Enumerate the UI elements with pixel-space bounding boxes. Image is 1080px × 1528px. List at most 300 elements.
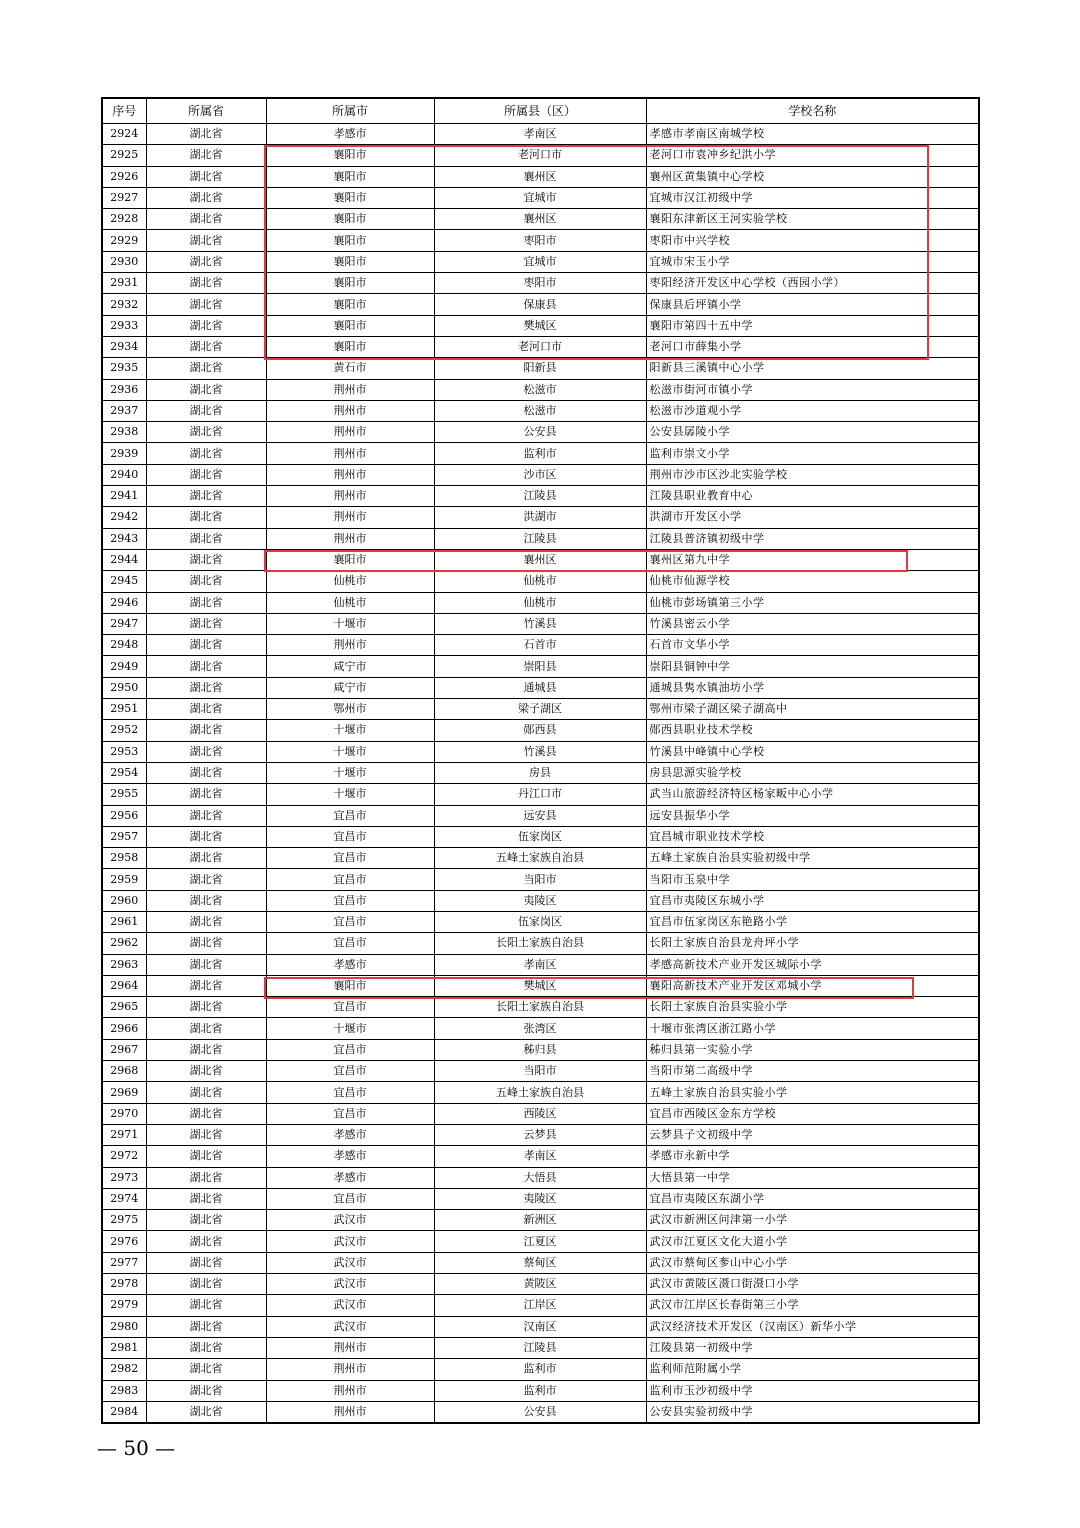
table-row	[102, 124, 979, 145]
cell-city: 襄阳市	[266, 251, 434, 272]
header-province: 所属省	[146, 98, 266, 124]
cell-school-name: 武汉市江岸区长春街第三小学	[646, 1295, 979, 1316]
cell-city: 荆州市	[266, 528, 434, 549]
cell-school-name: 阳新县三溪镇中心小学	[646, 358, 979, 379]
cell-serial: 2973	[102, 1167, 146, 1188]
header-serial: 序号	[102, 98, 146, 124]
table-row	[102, 1316, 979, 1337]
cell-serial: 2984	[102, 1401, 146, 1423]
cell-county: 大悟县	[434, 1167, 646, 1188]
table-row	[102, 1295, 979, 1316]
cell-city: 孝感市	[266, 1146, 434, 1167]
cell-province: 湖北省	[146, 273, 266, 294]
cell-school-name: 枣阳经济开发区中心学校（西园小学）	[646, 273, 979, 294]
cell-province: 湖北省	[146, 443, 266, 464]
cell-province: 湖北省	[146, 1252, 266, 1273]
cell-school-name: 当阳市玉泉中学	[646, 869, 979, 890]
cell-serial: 2958	[102, 848, 146, 869]
table-row	[102, 805, 979, 826]
cell-county: 黄陂区	[434, 1274, 646, 1295]
table-row	[102, 826, 979, 847]
cell-serial: 2955	[102, 784, 146, 805]
table-row	[102, 209, 979, 230]
cell-serial: 2981	[102, 1337, 146, 1358]
cell-province: 湖北省	[146, 230, 266, 251]
cell-county: 江岸区	[434, 1295, 646, 1316]
cell-county: 梁子湖区	[434, 699, 646, 720]
table-row	[102, 294, 979, 315]
cell-city: 荆州市	[266, 464, 434, 485]
cell-school-name: 公安县实验初级中学	[646, 1401, 979, 1423]
cell-school-name: 远安县振华小学	[646, 805, 979, 826]
cell-serial: 2924	[102, 124, 146, 145]
cell-serial: 2930	[102, 251, 146, 272]
cell-county: 公安县	[434, 1401, 646, 1423]
cell-city: 孝感市	[266, 1124, 434, 1145]
cell-county: 当阳市	[434, 869, 646, 890]
cell-city: 荆州市	[266, 422, 434, 443]
table-row	[102, 443, 979, 464]
header-school-name: 学校名称	[646, 98, 979, 124]
cell-province: 湖北省	[146, 677, 266, 698]
cell-county: 郧西县	[434, 720, 646, 741]
cell-city: 武汉市	[266, 1252, 434, 1273]
cell-county: 竹溪县	[434, 613, 646, 634]
cell-province: 湖北省	[146, 826, 266, 847]
cell-school-name: 松滋市街河市镇小学	[646, 379, 979, 400]
cell-school-name: 枣阳市中兴学校	[646, 230, 979, 251]
cell-school-name: 通城县隽水镇油坊小学	[646, 677, 979, 698]
cell-province: 湖北省	[146, 1359, 266, 1380]
cell-county: 西陵区	[434, 1103, 646, 1124]
cell-city: 襄阳市	[266, 166, 434, 187]
cell-province: 湖北省	[146, 975, 266, 996]
cell-city: 武汉市	[266, 1316, 434, 1337]
cell-province: 湖北省	[146, 294, 266, 315]
table-row	[102, 869, 979, 890]
cell-county: 樊城区	[434, 315, 646, 336]
cell-school-name: 大悟县第一中学	[646, 1167, 979, 1188]
cell-serial: 2934	[102, 336, 146, 357]
table-row	[102, 1103, 979, 1124]
cell-city: 宜昌市	[266, 869, 434, 890]
cell-serial: 2944	[102, 549, 146, 570]
cell-school-name: 武当山旅游经济特区杨家畈中心小学	[646, 784, 979, 805]
cell-city: 襄阳市	[266, 975, 434, 996]
cell-county: 襄州区	[434, 209, 646, 230]
cell-school-name: 宜昌市夷陵区东湖小学	[646, 1188, 979, 1209]
cell-province: 湖北省	[146, 486, 266, 507]
cell-school-name: 江陵县第一初级中学	[646, 1337, 979, 1358]
table-row	[102, 1018, 979, 1039]
school-list-table	[101, 97, 980, 1424]
cell-province: 湖北省	[146, 464, 266, 485]
cell-serial: 2933	[102, 315, 146, 336]
cell-county: 江陵县	[434, 528, 646, 549]
cell-province: 湖北省	[146, 911, 266, 932]
header-row	[102, 98, 979, 124]
cell-school-name: 监利市玉沙初级中学	[646, 1380, 979, 1401]
cell-serial: 2965	[102, 997, 146, 1018]
table-row	[102, 1061, 979, 1082]
cell-city: 荆州市	[266, 1359, 434, 1380]
cell-serial: 2953	[102, 741, 146, 762]
cell-city: 宜昌市	[266, 997, 434, 1018]
cell-school-name: 武汉市江夏区文化大道小学	[646, 1231, 979, 1252]
cell-serial: 2925	[102, 145, 146, 166]
cell-county: 房县	[434, 762, 646, 783]
table-row	[102, 635, 979, 656]
cell-city: 襄阳市	[266, 294, 434, 315]
table-row	[102, 166, 979, 187]
table-row	[102, 613, 979, 634]
table-header	[102, 98, 979, 124]
cell-school-name: 宜昌市夷陵区东城小学	[646, 890, 979, 911]
table-row	[102, 592, 979, 613]
cell-school-name: 孝感市永新中学	[646, 1146, 979, 1167]
cell-city: 宜昌市	[266, 826, 434, 847]
cell-school-name: 十堰市张湾区浙江路小学	[646, 1018, 979, 1039]
cell-county: 伍家岗区	[434, 911, 646, 932]
cell-school-name: 老河口市袁冲乡纪洪小学	[646, 145, 979, 166]
cell-school-name: 仙桃市仙源学校	[646, 571, 979, 592]
cell-school-name: 武汉市黄陂区滠口街滠口小学	[646, 1274, 979, 1295]
cell-city: 十堰市	[266, 741, 434, 762]
cell-city: 宜昌市	[266, 1082, 434, 1103]
cell-serial: 2959	[102, 869, 146, 890]
cell-school-name: 孝感市孝南区南城学校	[646, 124, 979, 145]
cell-city: 十堰市	[266, 784, 434, 805]
table-row	[102, 1082, 979, 1103]
cell-county: 崇阳县	[434, 656, 646, 677]
table-row	[102, 528, 979, 549]
cell-province: 湖北省	[146, 1380, 266, 1401]
cell-province: 湖北省	[146, 400, 266, 421]
cell-province: 湖北省	[146, 741, 266, 762]
cell-school-name: 宜昌城市职业技术学校	[646, 826, 979, 847]
cell-serial: 2972	[102, 1146, 146, 1167]
cell-city: 襄阳市	[266, 209, 434, 230]
cell-city: 孝感市	[266, 124, 434, 145]
table-row	[102, 1146, 979, 1167]
cell-province: 湖北省	[146, 1231, 266, 1252]
cell-school-name: 襄阳市第四十五中学	[646, 315, 979, 336]
cell-city: 鄂州市	[266, 699, 434, 720]
table-row	[102, 699, 979, 720]
cell-city: 宜昌市	[266, 933, 434, 954]
cell-city: 宜昌市	[266, 1039, 434, 1060]
cell-school-name: 崇阳县铜钟中学	[646, 656, 979, 677]
cell-school-name: 鄂州市梁子湖区梁子湖高中	[646, 699, 979, 720]
cell-serial: 2935	[102, 358, 146, 379]
cell-province: 湖北省	[146, 1103, 266, 1124]
cell-city: 襄阳市	[266, 336, 434, 357]
cell-county: 襄州区	[434, 166, 646, 187]
cell-county: 枣阳市	[434, 273, 646, 294]
table-row	[102, 1380, 979, 1401]
cell-serial: 2950	[102, 677, 146, 698]
cell-county: 沙市区	[434, 464, 646, 485]
cell-county: 老河口市	[434, 336, 646, 357]
cell-province: 湖北省	[146, 805, 266, 826]
cell-city: 仙桃市	[266, 571, 434, 592]
cell-city: 十堰市	[266, 762, 434, 783]
cell-city: 荆州市	[266, 1380, 434, 1401]
cell-province: 湖北省	[146, 315, 266, 336]
cell-province: 湖北省	[146, 1401, 266, 1423]
cell-province: 湖北省	[146, 997, 266, 1018]
cell-school-name: 江陵县职业教育中心	[646, 486, 979, 507]
cell-serial: 2962	[102, 933, 146, 954]
table-row	[102, 549, 979, 570]
cell-serial: 2954	[102, 762, 146, 783]
table-row	[102, 486, 979, 507]
cell-city: 咸宁市	[266, 656, 434, 677]
table-row	[102, 571, 979, 592]
cell-serial: 2926	[102, 166, 146, 187]
cell-county: 张湾区	[434, 1018, 646, 1039]
cell-county: 蔡甸区	[434, 1252, 646, 1273]
table-row	[102, 507, 979, 528]
cell-serial: 2952	[102, 720, 146, 741]
cell-province: 湖北省	[146, 890, 266, 911]
cell-county: 云梦县	[434, 1124, 646, 1145]
cell-county: 襄州区	[434, 549, 646, 570]
cell-province: 湖北省	[146, 1018, 266, 1039]
cell-serial: 2961	[102, 911, 146, 932]
cell-province: 湖北省	[146, 869, 266, 890]
cell-school-name: 孝感高新技术产业开发区城际小学	[646, 954, 979, 975]
cell-county: 五峰土家族自治县	[434, 1082, 646, 1103]
cell-city: 宜昌市	[266, 1061, 434, 1082]
cell-province: 湖北省	[146, 549, 266, 570]
cell-province: 湖北省	[146, 1124, 266, 1145]
header-city: 所属市	[266, 98, 434, 124]
cell-serial: 2938	[102, 422, 146, 443]
cell-serial: 2980	[102, 1316, 146, 1337]
cell-serial: 2942	[102, 507, 146, 528]
cell-province: 湖北省	[146, 1146, 266, 1167]
cell-province: 湖北省	[146, 507, 266, 528]
table-row	[102, 762, 979, 783]
cell-school-name: 松滋市沙道观小学	[646, 400, 979, 421]
cell-city: 荆州市	[266, 486, 434, 507]
cell-serial: 2967	[102, 1039, 146, 1060]
cell-county: 长阳土家族自治县	[434, 933, 646, 954]
cell-city: 十堰市	[266, 720, 434, 741]
cell-county: 松滋市	[434, 400, 646, 421]
cell-school-name: 竹溪县中峰镇中心学校	[646, 741, 979, 762]
cell-province: 湖北省	[146, 187, 266, 208]
cell-province: 湖北省	[146, 145, 266, 166]
cell-province: 湖北省	[146, 784, 266, 805]
cell-serial: 2940	[102, 464, 146, 485]
cell-county: 当阳市	[434, 1061, 646, 1082]
table-row	[102, 1210, 979, 1231]
table-row	[102, 315, 979, 336]
cell-county: 监利市	[434, 1359, 646, 1380]
cell-school-name: 襄阳高新技术产业开发区邓城小学	[646, 975, 979, 996]
cell-city: 荆州市	[266, 635, 434, 656]
cell-province: 湖北省	[146, 1061, 266, 1082]
cell-school-name: 长阳土家族自治县龙舟坪小学	[646, 933, 979, 954]
table-row	[102, 997, 979, 1018]
cell-city: 黄石市	[266, 358, 434, 379]
table-row	[102, 379, 979, 400]
cell-school-name: 当阳市第二高级中学	[646, 1061, 979, 1082]
cell-city: 仙桃市	[266, 592, 434, 613]
cell-serial: 2937	[102, 400, 146, 421]
table-row	[102, 187, 979, 208]
cell-province: 湖北省	[146, 1295, 266, 1316]
cell-school-name: 公安县孱陵小学	[646, 422, 979, 443]
cell-province: 湖北省	[146, 124, 266, 145]
cell-city: 宜昌市	[266, 1103, 434, 1124]
cell-serial: 2931	[102, 273, 146, 294]
table-row	[102, 1252, 979, 1273]
cell-school-name: 老河口市薛集小学	[646, 336, 979, 357]
cell-county: 孝南区	[434, 954, 646, 975]
cell-county: 通城县	[434, 677, 646, 698]
table-row	[102, 1039, 979, 1060]
cell-serial: 2932	[102, 294, 146, 315]
cell-city: 襄阳市	[266, 230, 434, 251]
cell-serial: 2951	[102, 699, 146, 720]
cell-county: 洪湖市	[434, 507, 646, 528]
cell-province: 湖北省	[146, 1337, 266, 1358]
cell-county: 江陵县	[434, 486, 646, 507]
cell-county: 夷陵区	[434, 890, 646, 911]
cell-serial: 2964	[102, 975, 146, 996]
cell-school-name: 襄州区第九中学	[646, 549, 979, 570]
cell-city: 十堰市	[266, 613, 434, 634]
cell-county: 监利市	[434, 1380, 646, 1401]
cell-school-name: 竹溪县密云小学	[646, 613, 979, 634]
cell-school-name: 郧西县职业技术学校	[646, 720, 979, 741]
cell-serial: 2983	[102, 1380, 146, 1401]
cell-county: 五峰土家族自治县	[434, 848, 646, 869]
cell-serial: 2975	[102, 1210, 146, 1231]
table-row	[102, 1359, 979, 1380]
cell-school-name: 秭归县第一实验小学	[646, 1039, 979, 1060]
table-body	[102, 124, 979, 1424]
cell-city: 荆州市	[266, 400, 434, 421]
cell-province: 湖北省	[146, 933, 266, 954]
cell-city: 宜昌市	[266, 890, 434, 911]
cell-serial: 2966	[102, 1018, 146, 1039]
cell-school-name: 云梦县子文初级中学	[646, 1124, 979, 1145]
cell-province: 湖北省	[146, 251, 266, 272]
cell-school-name: 江陵县普济镇初级中学	[646, 528, 979, 549]
cell-school-name: 宜昌市伍家岗区东艳路小学	[646, 911, 979, 932]
cell-province: 湖北省	[146, 656, 266, 677]
table-row	[102, 1124, 979, 1145]
cell-school-name: 宜昌市西陵区金东方学校	[646, 1103, 979, 1124]
cell-county: 仙桃市	[434, 592, 646, 613]
table-row	[102, 656, 979, 677]
cell-city: 武汉市	[266, 1231, 434, 1252]
cell-city: 咸宁市	[266, 677, 434, 698]
cell-school-name: 武汉经济技术开发区（汉南区）新华小学	[646, 1316, 979, 1337]
cell-county: 宜城市	[434, 251, 646, 272]
cell-city: 襄阳市	[266, 315, 434, 336]
cell-county: 长阳土家族自治县	[434, 997, 646, 1018]
cell-province: 湖北省	[146, 613, 266, 634]
cell-county: 监利市	[434, 443, 646, 464]
cell-county: 石首市	[434, 635, 646, 656]
cell-county: 夷陵区	[434, 1188, 646, 1209]
cell-serial: 2939	[102, 443, 146, 464]
cell-county: 枣阳市	[434, 230, 646, 251]
cell-county: 丹江口市	[434, 784, 646, 805]
table-row	[102, 422, 979, 443]
cell-city: 孝感市	[266, 954, 434, 975]
table-row	[102, 1167, 979, 1188]
cell-city: 荆州市	[266, 1337, 434, 1358]
cell-serial: 2957	[102, 826, 146, 847]
cell-serial: 2927	[102, 187, 146, 208]
cell-school-name: 宜城市汉江初级中学	[646, 187, 979, 208]
cell-province: 湖北省	[146, 848, 266, 869]
table-row	[102, 230, 979, 251]
table-row	[102, 145, 979, 166]
cell-school-name: 房县思源实验学校	[646, 762, 979, 783]
cell-serial: 2936	[102, 379, 146, 400]
cell-province: 湖北省	[146, 720, 266, 741]
cell-county: 保康县	[434, 294, 646, 315]
cell-city: 武汉市	[266, 1274, 434, 1295]
table-row	[102, 784, 979, 805]
cell-city: 武汉市	[266, 1295, 434, 1316]
cell-school-name: 长阳土家族自治县实验小学	[646, 997, 979, 1018]
cell-school-name: 襄阳东津新区王河实验学校	[646, 209, 979, 230]
cell-school-name: 襄州区黄集镇中心学校	[646, 166, 979, 187]
cell-serial: 2971	[102, 1124, 146, 1145]
cell-serial: 2928	[102, 209, 146, 230]
table-row	[102, 720, 979, 741]
cell-serial: 2941	[102, 486, 146, 507]
table-row	[102, 933, 979, 954]
cell-serial: 2982	[102, 1359, 146, 1380]
table-row	[102, 911, 979, 932]
cell-serial: 2968	[102, 1061, 146, 1082]
cell-city: 襄阳市	[266, 145, 434, 166]
cell-city: 荆州市	[266, 507, 434, 528]
cell-school-name: 武汉市蔡甸区奓山中心小学	[646, 1252, 979, 1273]
cell-county: 远安县	[434, 805, 646, 826]
cell-city: 宜昌市	[266, 1188, 434, 1209]
cell-city: 襄阳市	[266, 549, 434, 570]
cell-city: 荆州市	[266, 443, 434, 464]
cell-county: 孝南区	[434, 1146, 646, 1167]
cell-serial: 2979	[102, 1295, 146, 1316]
cell-serial: 2956	[102, 805, 146, 826]
table-row	[102, 464, 979, 485]
cell-county: 阳新县	[434, 358, 646, 379]
cell-province: 湖北省	[146, 166, 266, 187]
cell-province: 湖北省	[146, 1167, 266, 1188]
cell-school-name: 宜城市宋玉小学	[646, 251, 979, 272]
cell-serial: 2977	[102, 1252, 146, 1273]
cell-province: 湖北省	[146, 1210, 266, 1231]
cell-city: 襄阳市	[266, 187, 434, 208]
cell-province: 湖北省	[146, 336, 266, 357]
cell-county: 新洲区	[434, 1210, 646, 1231]
cell-school-name: 监利师范附属小学	[646, 1359, 979, 1380]
cell-county: 江陵县	[434, 1337, 646, 1358]
cell-county: 宜城市	[434, 187, 646, 208]
cell-school-name: 荆州市沙市区沙北实验学校	[646, 464, 979, 485]
